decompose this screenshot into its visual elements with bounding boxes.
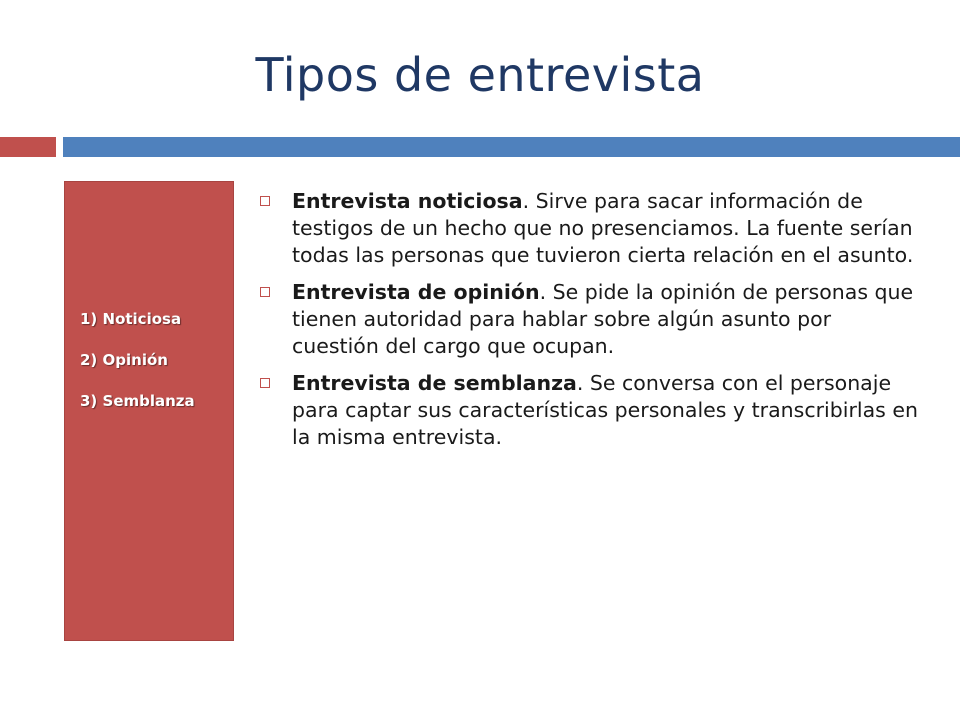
square-outline-icon [260,378,270,388]
item-term: Entrevista de semblanza [292,371,577,395]
accent-bar-blue [63,137,960,157]
list-item-opinion [258,279,918,360]
item-text: . Sirve para sacar información de testigos de un hecho que no presenciamos. La fuente serían todas las personas que tuvieron cierta relación en el asunto. [292,189,914,267]
content-list [258,188,918,461]
sidebar-list [80,312,195,435]
item-text: . Se conversa con el personaje para captar sus características personales y transcribirlas en la misma entrevista. [292,371,918,449]
item-text: . Se pide la opinión de personas que tienen autoridad para hablar sobre algún asunto por cuestión del cargo que ocupan. [292,280,914,358]
item-term: Entrevista noticiosa [292,189,523,213]
square-outline-icon [260,196,270,206]
accent-bar-red [0,137,56,157]
square-outline-icon [260,287,270,297]
sidebar-item-opinion: 2) Opinión [80,351,168,369]
sidebar-panel [64,181,234,641]
list-item-semblanza [258,370,918,451]
slide-title: Tipos de entrevista [255,48,705,102]
list-item-noticiosa [258,188,918,269]
sidebar-item-noticiosa: 1) Noticiosa [80,310,182,328]
sidebar-item-semblanza: 3) Semblanza [80,392,195,410]
item-term: Entrevista de opinión [292,280,540,304]
